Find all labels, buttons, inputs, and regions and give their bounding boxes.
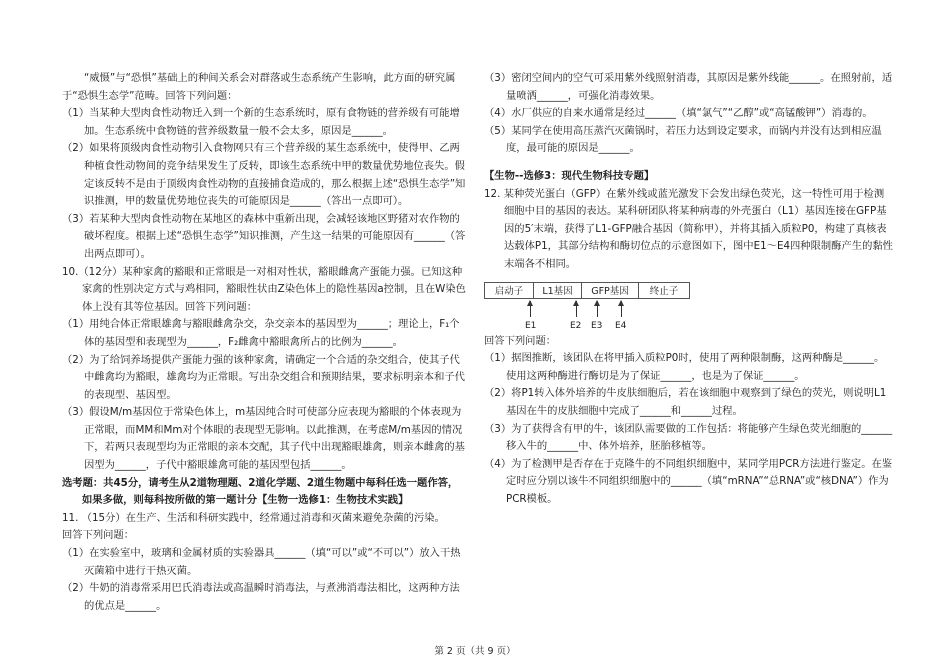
q12-stem: 12. 某种荧光蛋白（GFP）在紫外线或蓝光激发下会发出绿色荧光，这一特性可用于检测细胞中目的基因的表达。某科研团队将某种病毒的外壳蛋白（L1）基因连接在GFP基因的5′末端，获得了L1-GFP融合基因（简称甲），并将其插入质粒P0，构建了真核表达载体P1，其部分结构和酶切位点的示意图如下，图中E1～E4四种限制酶产生的黏性末端各不相同。 [484,187,893,270]
q12-part1: （1）据图推断，该团队在将甲插入质粒P0时，使用了两种限制酶，这两种酶是______。使用这两种酶进行酶切是为了保证______，也是为了保证______。 [484,352,885,382]
intro-paragraph: “威慑”与“恐惧”基础上的种间关系会对群落或生态系统产生影响，此方面的研究属于“恐惧生态学”范畴。回答下列问题： [62,72,456,102]
terminator-box: 终止子 [638,282,690,299]
gfp-gene-box: GFP基因 [581,282,639,299]
q11-part1: （1）在实验室中，玻璃和金属材质的实验器具______（填“可以”或“不可以”）放入干热灭菌箱中进行干热灭菌。 [62,547,461,577]
e3-label: E3 [591,320,603,331]
q12-part4: （4）为了检测甲是否存在于克隆牛的不同组织细胞中，某同学用PCR方法进行鉴定。在鉴定时应分别以该牛不同组织细胞中的______（填“mRNA”“总RNA”或“核DNA”）作为PCR模板。 [484,457,893,505]
e2-label: E2 [570,320,582,331]
e4-arrow [621,301,622,317]
q10-part3: （3）假设M/m基因位于常染色体上，m基因纯合时可使部分应表现为豁眼的个体表现为正常眼，而MM和Mm对个体眼的表现型无影响。以此推测，在考虑M/m基因的情况下，若两只表现型均为正常眼的亲本交配，其子代中出现豁眼雄禽，则亲本雌禽的基因型为______，子代中豁眼雄禽可能的基因型包括______。 [62,406,465,472]
q10-stem: 10.（12分）某种家禽的豁眼和正常眼是一对相对性状，豁眼雌禽产蛋能力强。已知这种家禽的性别决定方式与鸡相同，豁眼性状由Z染色体上的隐性基因a控制，且在W染色体上没有其等位基因。回答下列问题： [62,265,466,313]
q9-part2: （2）如果将顶级肉食性动物引入食物网只有三个营养级的某生态系统中，使得甲、乙两种植食性动物间的竞争结果发生了反转，即该生态系统中甲的数量优势地位丧失。假定该反转不是由于顶级肉食性动物的直接捕食造成的，那么根据上述“恐惧生态学”知识推测，甲的数量优势地位丧失的可能原因是______（答出一点即可）。 [62,142,466,208]
q11-part3: （3）密闭空间内的空气可采用紫外线照射消毒，其原因是紫外线能______。在照射前，适量喷洒______，可强化消毒效果。 [484,72,893,102]
elective3-heading: 【生物--选修3：现代生物科技专题】 [484,169,655,182]
plasmid-diagram [484,277,894,333]
q11-part2: （2）牛奶的消毒常采用巴氏消毒法或高温瞬时消毒法，与煮沸消毒法相比，这两种方法的优点是______。 [62,582,460,612]
q10-part2: （2）为了给饲养场提供产蛋能力强的该种家禽，请确定一个合适的杂交组合，使其子代中雌禽均为豁眼，雄禽均为正常眼。写出杂交组合和预期结果，要求标明亲本和子代的表现型、基因型。 [62,353,465,401]
q10-part1: （1）用纯合体正常眼雄禽与豁眼雌禽杂交，杂交亲本的基因型为______；理论上，F₁个体的基因型和表现型为______，F₂雌禽中豁眼禽所占的比例为______。 [62,318,460,348]
left-column [62,70,466,615]
e2-arrow [576,301,577,317]
q12-prompt: 回答下列问题： [484,334,557,347]
page-footer: 第 2 页（共 9 页） [434,646,516,657]
q11-part5: （5）某同学在使用高压蒸汽灭菌锅时，若压力达到设定要求，而锅内并没有达到相应温度，最可能的原因是______。 [484,124,882,155]
right-column [484,70,894,508]
l1-gene-box: L1基因 [533,282,582,299]
e3-arrow [597,301,598,317]
q9-part3: （3）若某种大型肉食性动物在某地区的森林中重新出现，会减轻该地区野猪对农作物的破坏程度。根据上述“恐惧生态学”知识推测，产生这一结果的可能原因有______（答出两点即可）。 [62,212,466,260]
q9-part1: （1）当某种大型肉食性动物迁入到一个新的生态系统时，原有食物链的营养级有可能增加。生态系统中食物链的营养级数量一般不会太多，原因是______。 [62,107,460,137]
q11-prompt: 回答下列问题： [62,529,135,542]
q12-part2: （2）将P1转入体外培养的牛皮肤细胞后，若在该细胞中观察到了绿色的荧光，则说明L1基因在牛的皮肤细胞中完成了______和______过程。 [484,387,887,417]
q11-part4: （4）水厂供应的自来水通常是经过______（填“氯气”“乙醇”或“高锰酸钾”）消毒的。 [484,107,873,120]
e1-label: E1 [525,320,537,331]
elective-instructions: 选考题：共45分，请考生从2道物理题、2道化学题、2道生物题中每科任选一题作答，如果多做，则每科按所做的第一题计分【生物一选修1：生物技术实践】 [62,476,459,507]
promoter-box: 启动子 [484,282,534,299]
e4-label: E4 [615,320,627,331]
e1-arrow [530,301,531,317]
q12-part3: （3）为了获得含有甲的牛，该团队需要做的工作包括：将能够产生绿色荧光细胞的______移入牛的______中、体外培养，胚胎移植等。 [484,422,893,453]
q11-stem: 11. （15分）在生产、生活和科研实践中，经常通过消毒和灭菌来避免杂菌的污染。 [62,511,445,524]
